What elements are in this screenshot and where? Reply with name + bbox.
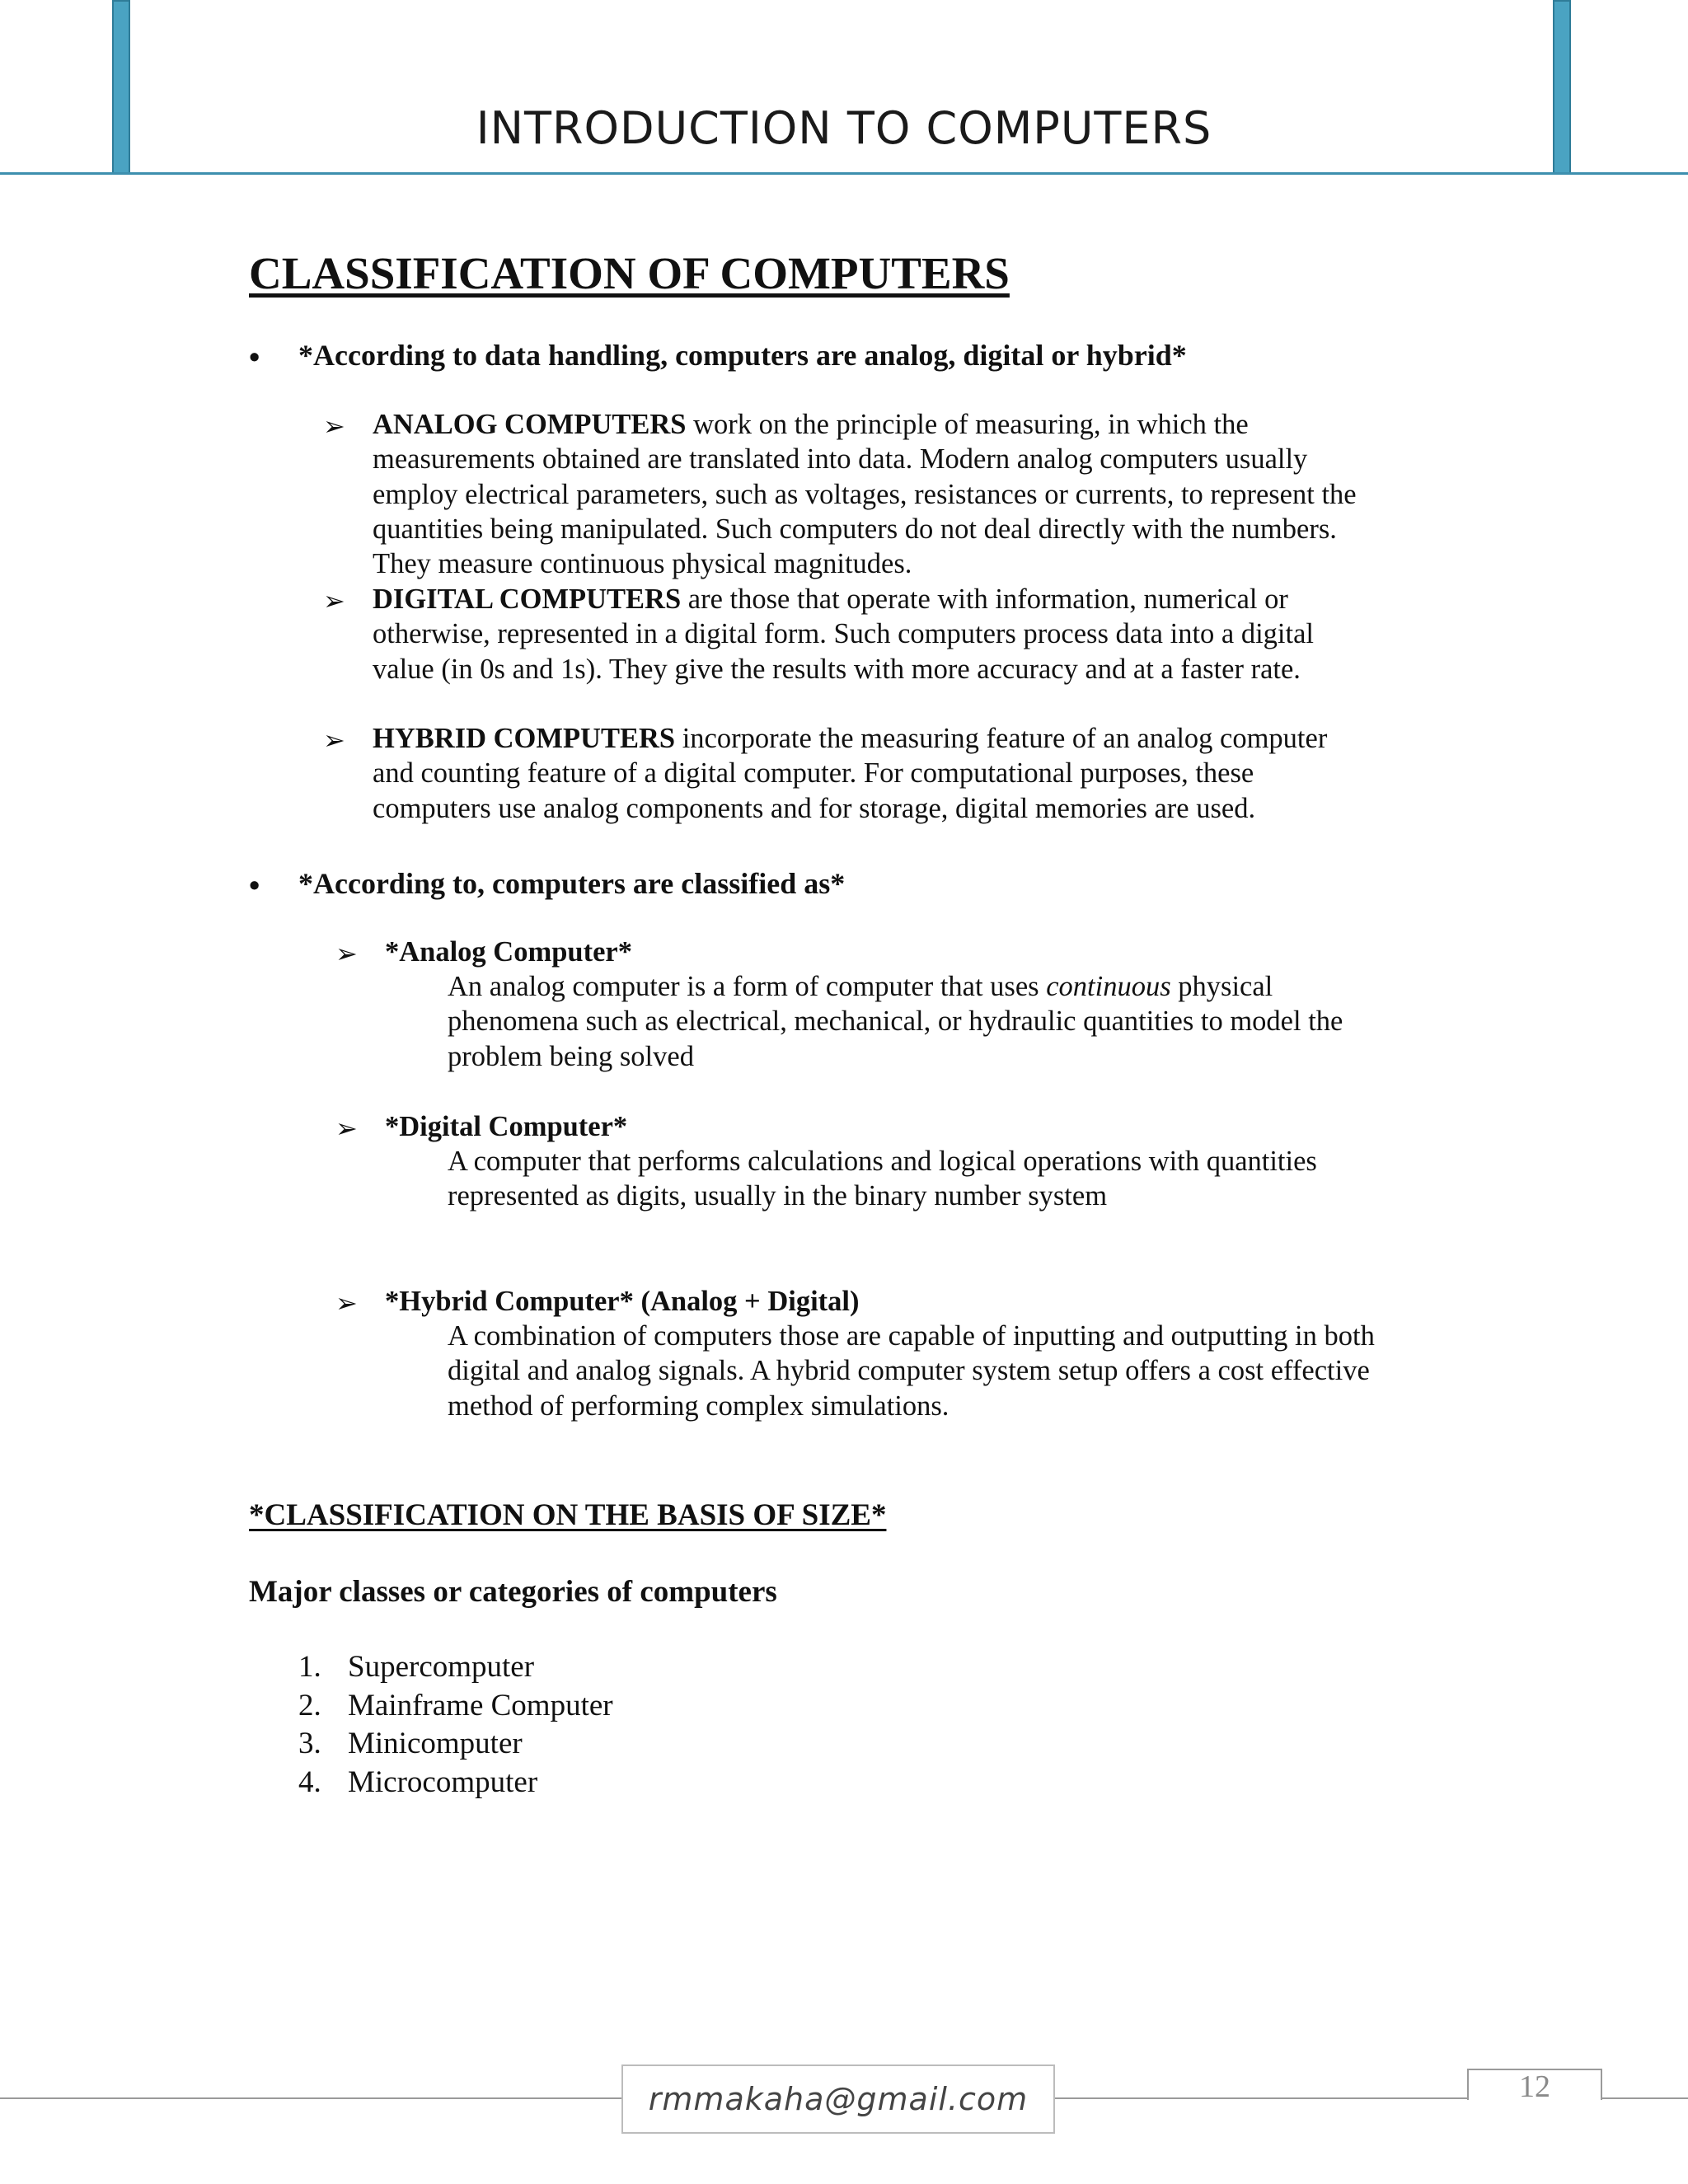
hybrid-computer-title: *Hybrid Computer* (Analog + Digital): [385, 1286, 860, 1317]
computer-classes-list: [298, 1648, 613, 1802]
arrow-bullet-icon: ➢: [323, 724, 345, 756]
digital-computers-paragraph: DIGITAL COMPUTERS are those that operate with information, numerical or otherwise, represented in a digital form. Such computers process data into a digital value (in 0s and 1s). They give the results with more accuracy and at a faster rate.: [373, 583, 1315, 685]
arrow-bullet-icon: ➢: [323, 410, 345, 442]
footer-rule-left: [0, 2097, 622, 2099]
digital-computer-title: *Digital Computer*: [385, 1111, 628, 1142]
analog-computers-term: ANALOG COMPUTERS: [373, 409, 687, 440]
footer-email: rmmakaha@gmail.com: [621, 2064, 1055, 2134]
header-rule: [0, 172, 1688, 175]
header-title: INTRODUCTION TO COMPUTERS: [476, 102, 1212, 154]
bullet-data-handling: *According to data handling, computers are analog, digital or hybrid*: [298, 339, 1187, 372]
arrow-bullet-icon: ➢: [335, 938, 358, 969]
list-item: 4. Microcomputer: [298, 1765, 538, 1799]
arrow-bullet-icon: ➢: [323, 585, 345, 616]
footer-rule-far-right: [1602, 2097, 1688, 2099]
hybrid-computer-description: A combination of computers those are capable of inputting and outputting in both digital and analog signals. A hybrid computer system setup offers a cost effective method of performing complex simulations.: [448, 1320, 1375, 1422]
hybrid-computers-paragraph: HYBRID COMPUTERS incorporate the measuring feature of an analog computer and counting feature of a digital computer. For computational purposes, these computers use analog components and for storage, digital memories are used.: [373, 723, 1328, 824]
bullet-icon: •: [249, 340, 260, 375]
hybrid-computers-term: HYBRID COMPUTERS: [373, 723, 676, 754]
list-item: 1. Supercomputer: [298, 1650, 535, 1684]
analog-computer-title: *Analog Computer*: [385, 936, 632, 968]
size-classification-heading: *CLASSIFICATION ON THE BASIS OF SIZE*: [249, 1498, 887, 1532]
footer-rule-right: [1055, 2097, 1467, 2099]
analog-computers-paragraph: ANALOG COMPUTERS work on the principle of measuring, in which the measurements obtained are translated into data. Modern analog computers usually employ electrical parameters, such as voltages, resistances or currents, to represent the quantities being manipulated. Such computers do not deal directly with the numbers. They measure continuous physical magnitudes.: [373, 409, 1357, 580]
page-number: 12: [1519, 2069, 1550, 2104]
analog-computer-description: An analog computer is a form of computer that uses continuous physical phenomena such as electrical, mechanical, or hydraulic quantities to model the problem being solved: [448, 971, 1343, 1072]
arrow-bullet-icon: ➢: [335, 1287, 358, 1319]
digital-computers-term: DIGITAL COMPUTERS: [373, 583, 682, 615]
list-item: 3. Minicomputer: [298, 1727, 523, 1760]
major-classes-subheading: Major classes or categories of computers: [249, 1575, 777, 1609]
bullet-classified-as: *According to, computers are classified as*: [298, 867, 846, 900]
section-title: CLASSIFICATION OF COMPUTERS: [249, 248, 1010, 298]
list-item: 2. Mainframe Computer: [298, 1688, 613, 1722]
digital-computer-description: A computer that performs calculations and logical operations with quantities represented as digits, usually in the binary number system: [448, 1146, 1317, 1212]
bullet-icon: •: [249, 869, 260, 903]
arrow-bullet-icon: ➢: [335, 1113, 358, 1144]
